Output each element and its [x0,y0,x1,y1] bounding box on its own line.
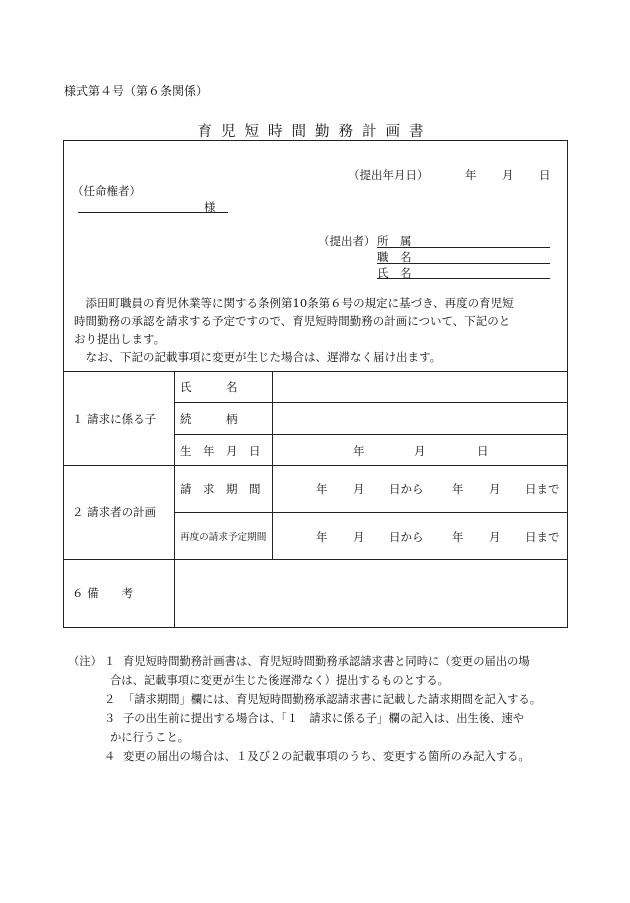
replan-to-day: 日まで [525,530,560,544]
replan-from-year: 年 [316,530,328,544]
period-from-year: 年 [316,482,328,496]
notes-prefix: （注） [68,655,102,668]
note-2-number: ２ [104,693,116,706]
period-to-year: 年 [452,482,464,496]
note-4-number: ４ [104,750,116,763]
note-1-number: １ [104,655,116,668]
submission-day: 日 [539,168,551,182]
submission-year: 年 [465,168,477,182]
period-from-month: 月 [353,482,365,496]
replan-from-day: 日から [389,530,424,544]
affiliation-label: 所 属 [377,234,412,248]
position-label: 職 名 [377,250,412,264]
remarks-label: ６ 備 考 [72,586,134,600]
period-to-month: 月 [489,482,501,496]
replan-to-month: 月 [489,530,501,544]
submitter-label: （提出者） [318,234,376,248]
body-line-3: おり提出します。 [74,332,166,346]
note-3-line-2: かに行うこと。 [110,731,190,744]
note-1-line-2: 合は、記載事項に変更が生じた後遅滞なく）提出するものとする。 [110,674,449,687]
child-relation-label: 続 柄 [180,412,238,426]
plan-section-label: ２ 請求者の計画 [72,505,157,519]
submission-date-label: （提出年月日） [348,168,429,182]
note-4-line-1: 変更の届出の場合は、１及び２の記載事項のうち、変更する箇所のみ記入する。 [123,750,530,763]
replan-period-label: 再度の請求予定期間 [180,532,267,543]
note-3-number: ３ [104,712,116,725]
note-2-line-1: 「請求期間」欄には、育児短時間勤務承認請求書に記載した請求期間を記入する。 [123,693,541,706]
child-birth-label: 生 年 月 日 [180,444,261,458]
form-reference: 様式第４号（第６条関係） [64,84,209,98]
period-to-day: 日まで [525,482,560,496]
name-label: 氏 名 [377,266,412,280]
replan-from-month: 月 [353,530,365,544]
replan-to-year: 年 [452,530,464,544]
birth-month-unit: 月 [414,444,426,458]
body-line-1: 添田町職員の育児休業等に関する条例第10条第６号の規定に基づき、再度の育児短 [74,296,514,310]
request-period-label: 請 求 期 間 [180,482,261,496]
note-1-line-1: 育児短時間勤務計画書は、育児短時間勤務承認請求書と同時に（変更の届出の場 [123,655,530,668]
document-title: 育児短時間勤務計画書 [197,124,433,140]
submission-month: 月 [502,168,514,182]
child-name-label: 氏 名 [180,380,238,394]
sama-label: 様 [204,200,216,214]
period-from-day: 日から [389,482,424,496]
note-3-line-1: 子の出生前に提出する場合は、「１ 請求に係る子」欄の記入は、出生後、速や [123,712,525,725]
birth-year-unit: 年 [353,444,365,458]
birth-day-unit: 日 [477,444,489,458]
child-section-label: １ 請求に係る子 [72,412,157,426]
body-line-4: なお、下記の記載事項に変更が生じた場合は、遅滞なく届け出ます。 [74,350,442,364]
body-line-2: 時間勤務の承認を請求する予定ですので、育児短時間勤務の計画について、下記のと [74,314,511,328]
appointer-label: （任命権者） [72,184,141,198]
